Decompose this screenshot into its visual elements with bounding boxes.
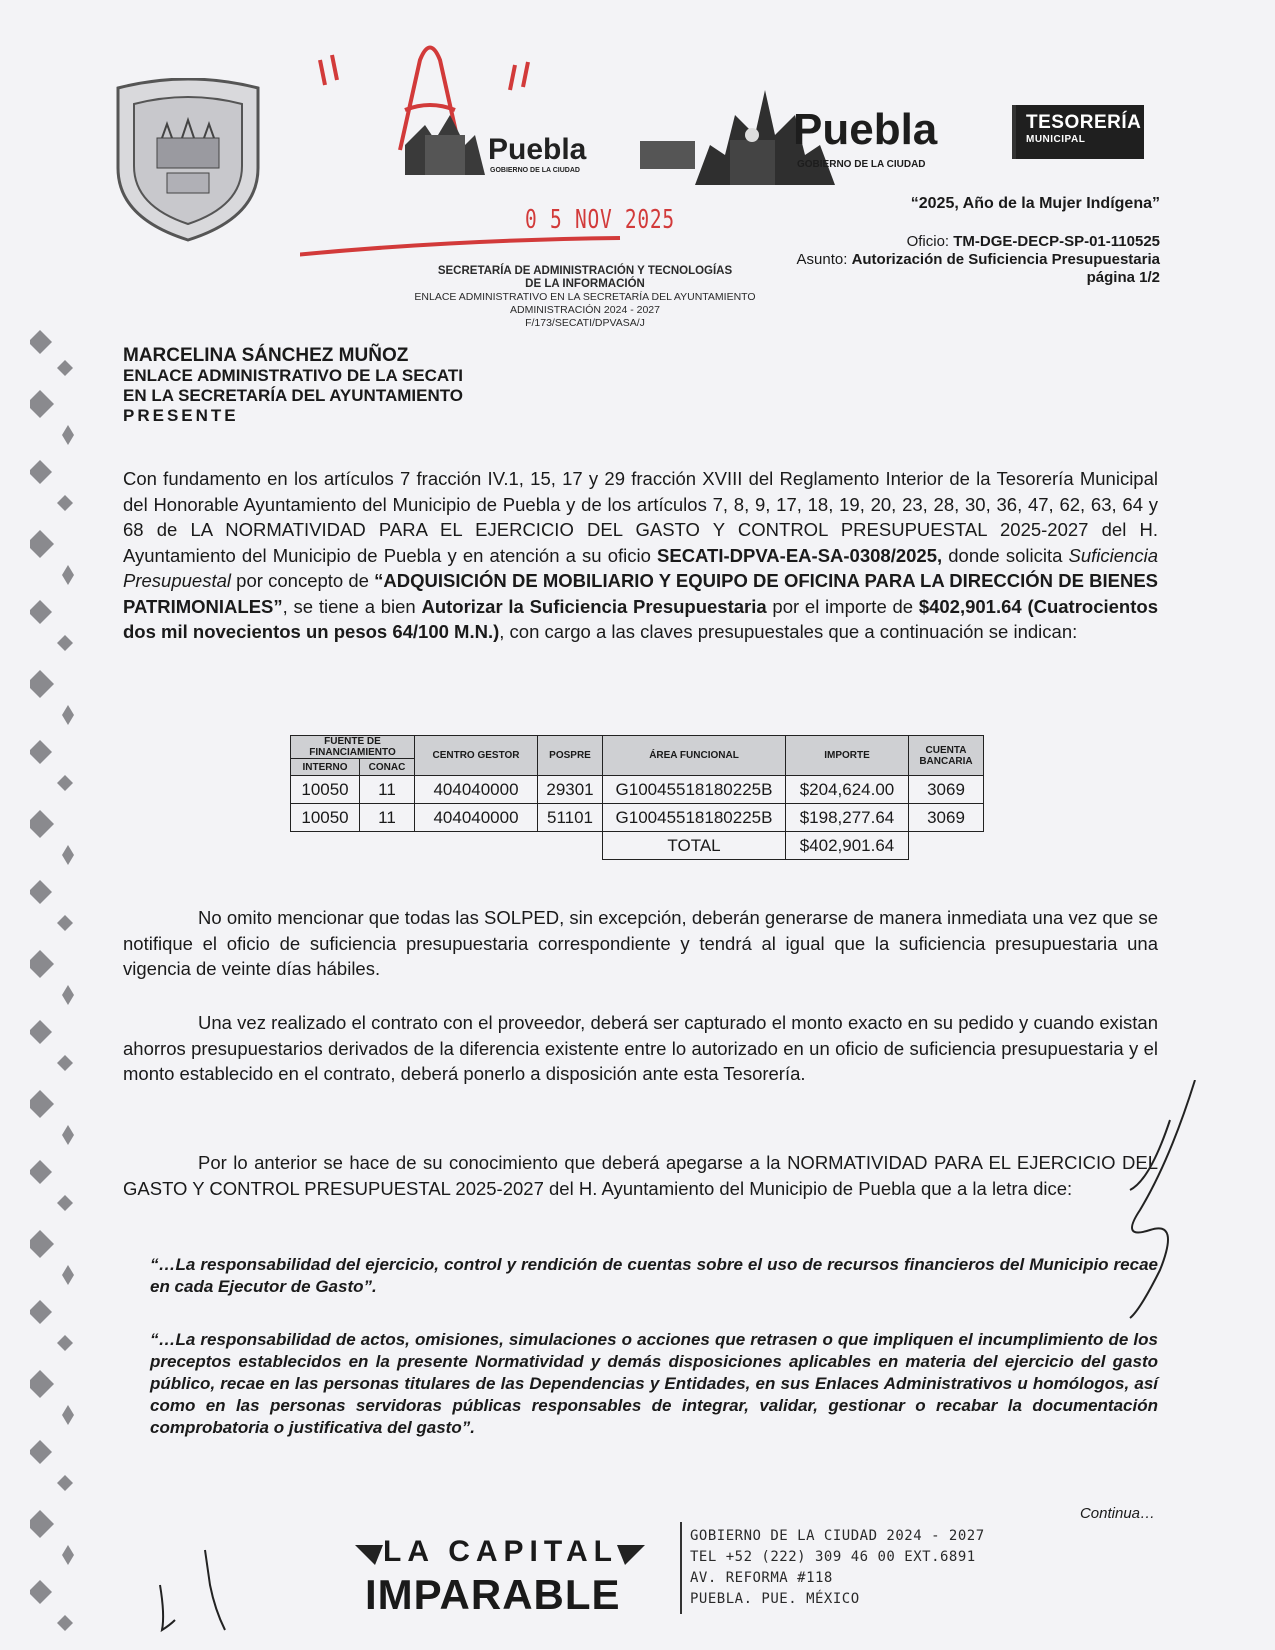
quote-1: “…La responsabilidad del ejercicio, control y rendición de cuentas sobre el uso de recursos financieros del Municipio recae en cada Ejecutor de Gasto”. — [150, 1255, 1158, 1296]
col-area-funcional: ÁREA FUNCIONAL — [603, 736, 786, 776]
continua-label: Continua… — [1079, 1505, 1155, 1522]
budget-table — [290, 735, 984, 860]
wing-left-icon — [355, 1540, 385, 1568]
cell-importe: $198,277.64 — [786, 804, 909, 832]
footer-slogan-2: IMPARABLE — [365, 1571, 621, 1618]
addressee-role-1: ENLACE ADMINISTRATIVO DE LA SECATI — [123, 366, 463, 385]
stamp-line-2: DE LA INFORMACIÓN — [525, 278, 645, 290]
col-pospre: POSPRE — [538, 736, 603, 776]
footer-info-1: GOBIERNO DE LA CIUDAD 2024 - 2027 — [690, 1528, 985, 1544]
cell-area: G10045518180225B — [603, 776, 786, 804]
cell-pospre: 51101 — [538, 804, 603, 832]
col-importe: IMPORTE — [786, 736, 909, 776]
p1-text-b: donde solicita — [942, 544, 1069, 566]
logo-left-name: Puebla — [488, 133, 587, 166]
footer-info-3: AV. REFORMA #118 — [690, 1570, 833, 1586]
oficio-block — [797, 233, 1160, 287]
secati-mini-logo — [640, 135, 695, 175]
table-row — [291, 804, 984, 832]
oficio-label: Oficio: — [906, 233, 950, 250]
addressee-name: MARCELINA SÁNCHEZ MUÑOZ — [123, 345, 409, 366]
oficio-number: TM-DGE-DECP-SP-01-110525 — [953, 233, 1160, 250]
col-fuente: FUENTE DE FINANCIAMIENTO — [291, 736, 415, 759]
stamp-line-5: F/173/SECATI/DPVASA/J — [525, 317, 645, 329]
quote-2: “…La responsabilidad de actos, omisiones, simulaciones o acciones que retrasen o que impliquen el incumplimiento de los preceptos establecidos en la presente Normatividad y demás disposiciones aplicables en materia del ejercicio del gasto público, recae en las personas titulares de las Dependencias y Entidades, en sus Enlaces Administrativos u homólogos, así como en las personas servidoras públicas responsables de integrar, validar, gestionar o recabar la documentación comprobatoria o justificativa del gasto”. — [150, 1330, 1158, 1437]
asunto-label: Asunto: — [796, 251, 848, 268]
cell-centro: 404040000 — [415, 804, 538, 832]
total-spacer-right — [909, 832, 984, 860]
footer-info-2: TEL +52 (222) 309 46 00 EXT.6891 — [690, 1549, 976, 1565]
puebla-logo-right — [690, 85, 1020, 195]
city-seal-icon — [112, 78, 264, 244]
footer-contact — [690, 1526, 985, 1610]
total-label: TOTAL — [603, 832, 786, 860]
p1-oficio-ref: SECATI-DPVA-EA-SA-0308/2025, — [657, 544, 943, 566]
addressee-role-2: EN LA SECRETARÍA DEL AYUNTAMIENTO — [123, 386, 464, 405]
col-cuenta-bancaria: CUENTA BANCARIA — [909, 736, 984, 776]
p1-importe: $402,901.64 (Cuatrocientos dos mil novecientos un pesos 64/100 M.N.) — [123, 595, 1158, 642]
cell-cuenta: 3069 — [909, 776, 984, 804]
stamp-line-1: SECRETARÍA DE ADMINISTRACIÓN Y TECNOLOGÍAS — [437, 265, 733, 277]
paragraph-3: Una vez realizado el contrato con el proveedor, deberá ser capturado el monto exacto en su pedido y cuando existan ahorros presupuestarios derivados de la diferencia existente entre lo autorizado en un oficio de suficiencia presupuestaria y el monto establecido en el contrato, deberá ponerlo a disposición ante esta Tesorería. — [123, 1012, 1158, 1084]
addressee-presente: PRESENTE — [123, 406, 239, 425]
cell-centro: 404040000 — [415, 776, 538, 804]
table-total-row — [291, 832, 984, 860]
p1-text-f: , con cargo a las claves presupuestales que a continuación se indican: — [499, 621, 1078, 642]
footer-slogan-1: LA CAPITAL — [383, 1535, 618, 1568]
cell-conac: 11 — [360, 776, 415, 804]
p1-concepto: “ADQUISICIÓN DE MOBILIARIO Y EQUIPO DE OFICINA PARA LA DIRECCIÓN DE BIENES PATRIMONIALES” — [123, 570, 1159, 617]
asunto-text: Autorización de Suficiencia Presupuestaria — [851, 251, 1160, 268]
cell-cuenta: 3069 — [909, 804, 984, 832]
puebla-logo-left — [400, 95, 640, 185]
cell-pospre: 29301 — [538, 776, 603, 804]
year-motto: “2025, Año de la Mujer Indígena” — [910, 195, 1160, 212]
stamp-line-3: ENLACE ADMINISTRATIVO EN LA SECRETARÍA DEL AYUNTAMIENTO — [414, 291, 756, 303]
p1-text-c: por concepto de — [230, 570, 375, 591]
cell-conac: 11 — [360, 804, 415, 832]
decorative-side-pattern — [30, 330, 90, 1650]
stamp-line-4: ADMINISTRACIÓN 2024 - 2027 — [510, 304, 660, 316]
p1-text-d: , se tiene a bien — [282, 595, 422, 617]
secati-logo-icon — [640, 135, 695, 175]
p1-autorizar: Autorizar la Suficiencia Presupuestaria — [421, 595, 767, 617]
col-centro-gestor: CENTRO GESTOR — [415, 736, 538, 776]
initials — [150, 1545, 240, 1635]
col-interno: INTERNO — [291, 759, 360, 776]
wing-right-icon — [615, 1540, 645, 1568]
table-header-row — [291, 736, 984, 759]
signature — [1110, 1080, 1200, 1320]
p1-suficiencia: Suficiencia Presupuestal — [123, 544, 1158, 591]
tesoreria-subtitle: MUNICIPAL — [1026, 134, 1086, 145]
paragraph-4: Por lo anterior se hace de su conocimiento que deberá apegarse a la NORMATIVIDAD PARA EL EJERCICIO DEL GASTO Y CONTROL PRESUPUESTAL 2025-2027 del H. Ayuntamiento del Municipio de Puebla que a la letra dice: — [123, 1152, 1158, 1199]
cell-interno: 10050 — [291, 804, 360, 832]
tesoreria-title: TESORERÍA — [1026, 112, 1142, 133]
addressee-block — [123, 346, 463, 426]
footer-slogan-logo — [355, 1535, 645, 1635]
total-spacer — [291, 832, 603, 860]
logo-right-sub: GOBIERNO DE LA CIUDAD — [797, 159, 926, 170]
logo-left-sub: GOBIERNO DE LA CIUDAD — [490, 167, 580, 174]
paragraph-2: No omito mencionar que todas las SOLPED, sin excepción, deberán generarse de manera inmediata una vez que se notifique el oficio de suficiencia presupuestaria correspondiente y tendrá al igual que la suficiencia presupuestaria una vigencia de veinte días hábiles. — [123, 907, 1158, 979]
cell-area: G10045518180225B — [603, 804, 786, 832]
p1-text-a: Con fundamento en los artículos 7 fracción IV.1, 15, 17 y 29 fracción XVIII del Reglamento Interior de la Tesorería Municipal del Honorable Ayuntamiento del Municipio de Puebla y de los artículos 7, 8, 9, 17, 18, 19, 20, 23, 28, 30, 36, 47, 62, 63, 64 y 68 de LA NORMATIVIDAD PARA EL EJERCICIO DEL GASTO Y CONTROL PRESUPUESTAL 2025-2027 del H. Ayuntamiento del Municipio de Puebla y en atención a su oficio — [123, 468, 1158, 566]
reception-stamp — [400, 265, 770, 330]
table-row — [291, 776, 984, 804]
paragraph-1 — [123, 466, 1158, 645]
p1-text-e: por el importe de — [766, 595, 919, 617]
col-conac: CONAC — [360, 759, 415, 776]
total-value: $402,901.64 — [786, 832, 909, 860]
page-number: página 1/2 — [1086, 269, 1160, 286]
cell-interno: 10050 — [291, 776, 360, 804]
logo-right-name: Puebla — [793, 105, 938, 154]
footer-info-4: PUEBLA. PUE. MÉXICO — [690, 1591, 860, 1607]
footer-divider — [680, 1522, 682, 1614]
cell-importe: $204,624.00 — [786, 776, 909, 804]
tesoreria-badge — [1012, 105, 1144, 159]
stamp-date: 0 5 NOV 2025 — [525, 205, 675, 235]
city-seal — [112, 78, 264, 244]
